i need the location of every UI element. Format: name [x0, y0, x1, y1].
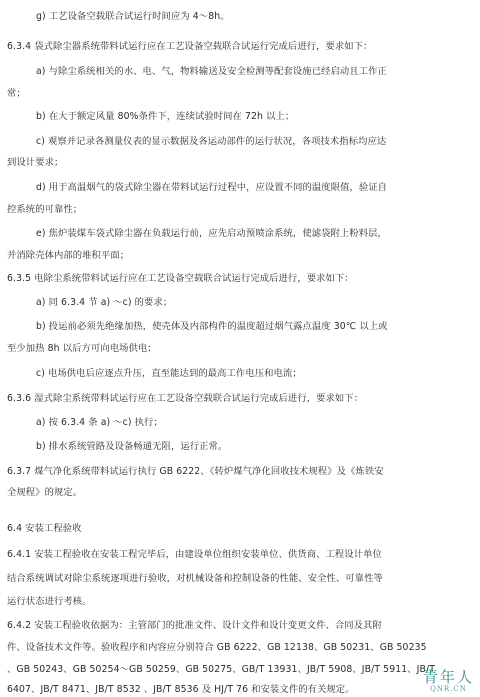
text-line: e) 焦炉装煤车袋式除尘器在负载运行前，应先启动预喷涂系统，使滤袋附上粉料层，: [36, 228, 387, 239]
watermark-text: 青年人: [422, 668, 474, 686]
text-line: 6407、JB/T 8471、JB/T 8532 、JB/T 8536 及 HJ/T 76 和安装文件的有关规定。: [7, 684, 355, 695]
watermark-logo: [423, 669, 474, 693]
text-line: 常；: [7, 88, 26, 99]
text-line: a) 按 6.3.4 条 a) ～c) 执行；: [36, 417, 163, 428]
section-6-3-5: 6.3.5 电除尘系统带料试运行应在工艺设备空载联合试运行完成后进行，要求如下：: [7, 273, 354, 284]
section-6-4-2: 6.4.2 安装工程验收依据为：主管部门的批准文件、设计文件和设计变更文件、合同及其附: [7, 620, 382, 631]
text-line: g) 工艺设备空载联合试运行时间应为 4～8h。: [36, 11, 230, 22]
text-line: b) 排水系统管路及设备畅通无阻，运行正常。: [36, 441, 228, 452]
text-line: 结合系统调试对除尘系统逐项进行验收，对机械设备和控制设备的性能、安全性、可靠性等: [7, 573, 383, 584]
text-line: a) 同 6.3.4 节 a) ～c) 的要求；: [36, 297, 173, 308]
text-line: 全规程》的规定。: [7, 487, 83, 498]
text-line: c) 电场供电后应逐点升压，直至能达到的最高工作电压和电流；: [36, 368, 302, 379]
section-6-3-6: 6.3.6 湿式除尘系统带料试运行应在工艺设备空载联合试运行完成后进行，要求如下：: [7, 393, 364, 404]
text-line: 控系统的可靠性；: [7, 204, 83, 215]
text-line: b) 投运前必须先绝缘加热，使壳体及内部构件的温度超过烟气露点温度 30℃ 以上或: [36, 321, 388, 332]
section-6-4-heading: 6.4 安装工程验收: [7, 523, 82, 534]
text-line: 并消除壳体内部的堆积平面；: [7, 250, 130, 261]
text-line: a) 与除尘系统相关的水、电、气，物料输送及安全检测等配套设施已经启动且工作正: [36, 66, 387, 77]
section-6-3-7: 6.3.7 煤气净化系统带料试运行执行 GB 6222、《转炉煤气净化回收技术规程》及《炼铁安: [7, 466, 384, 477]
section-6-3-4: 6.3.4 袋式除尘器系统带料试运行应在工艺设备空载联合试运行完成后进行，要求如下：: [7, 41, 373, 52]
text-line: 、GB 50243、GB 50254～GB 50259、GB 50275、GB/T 13931、JB/T 5908、JB/T 5911、JB/T: [7, 664, 435, 675]
text-line: 至少加热 8h 以后方可向电场供电；: [7, 343, 157, 354]
text-line: c) 观察并记录各测量仪表的显示数据及各运动部件的运行状况，各项技术指标均应达: [36, 136, 387, 147]
text-line: 件、设备技术文件等。验收程序和内容应分别符合 GB 6222、GB 12138、GB 50231、GB 50235: [7, 642, 427, 653]
text-line: 运行状态进行考核。: [7, 596, 92, 607]
text-line: d) 用于高温烟气的袋式除尘器在带料试运行过程中，应设置不同的温度限值，验证自: [36, 182, 388, 193]
text-line: 到设计要求；: [7, 157, 64, 168]
watermark-url: QNR.CN: [430, 685, 467, 693]
text-line: b) 在大于额定风量 80%条件下，连续试验时间在 72h 以上；: [36, 111, 295, 122]
section-6-4-1: 6.4.1 安装工程验收在安装工程完毕后，由建设单位组织安装单位、供货商、工程设计单位: [7, 549, 382, 560]
